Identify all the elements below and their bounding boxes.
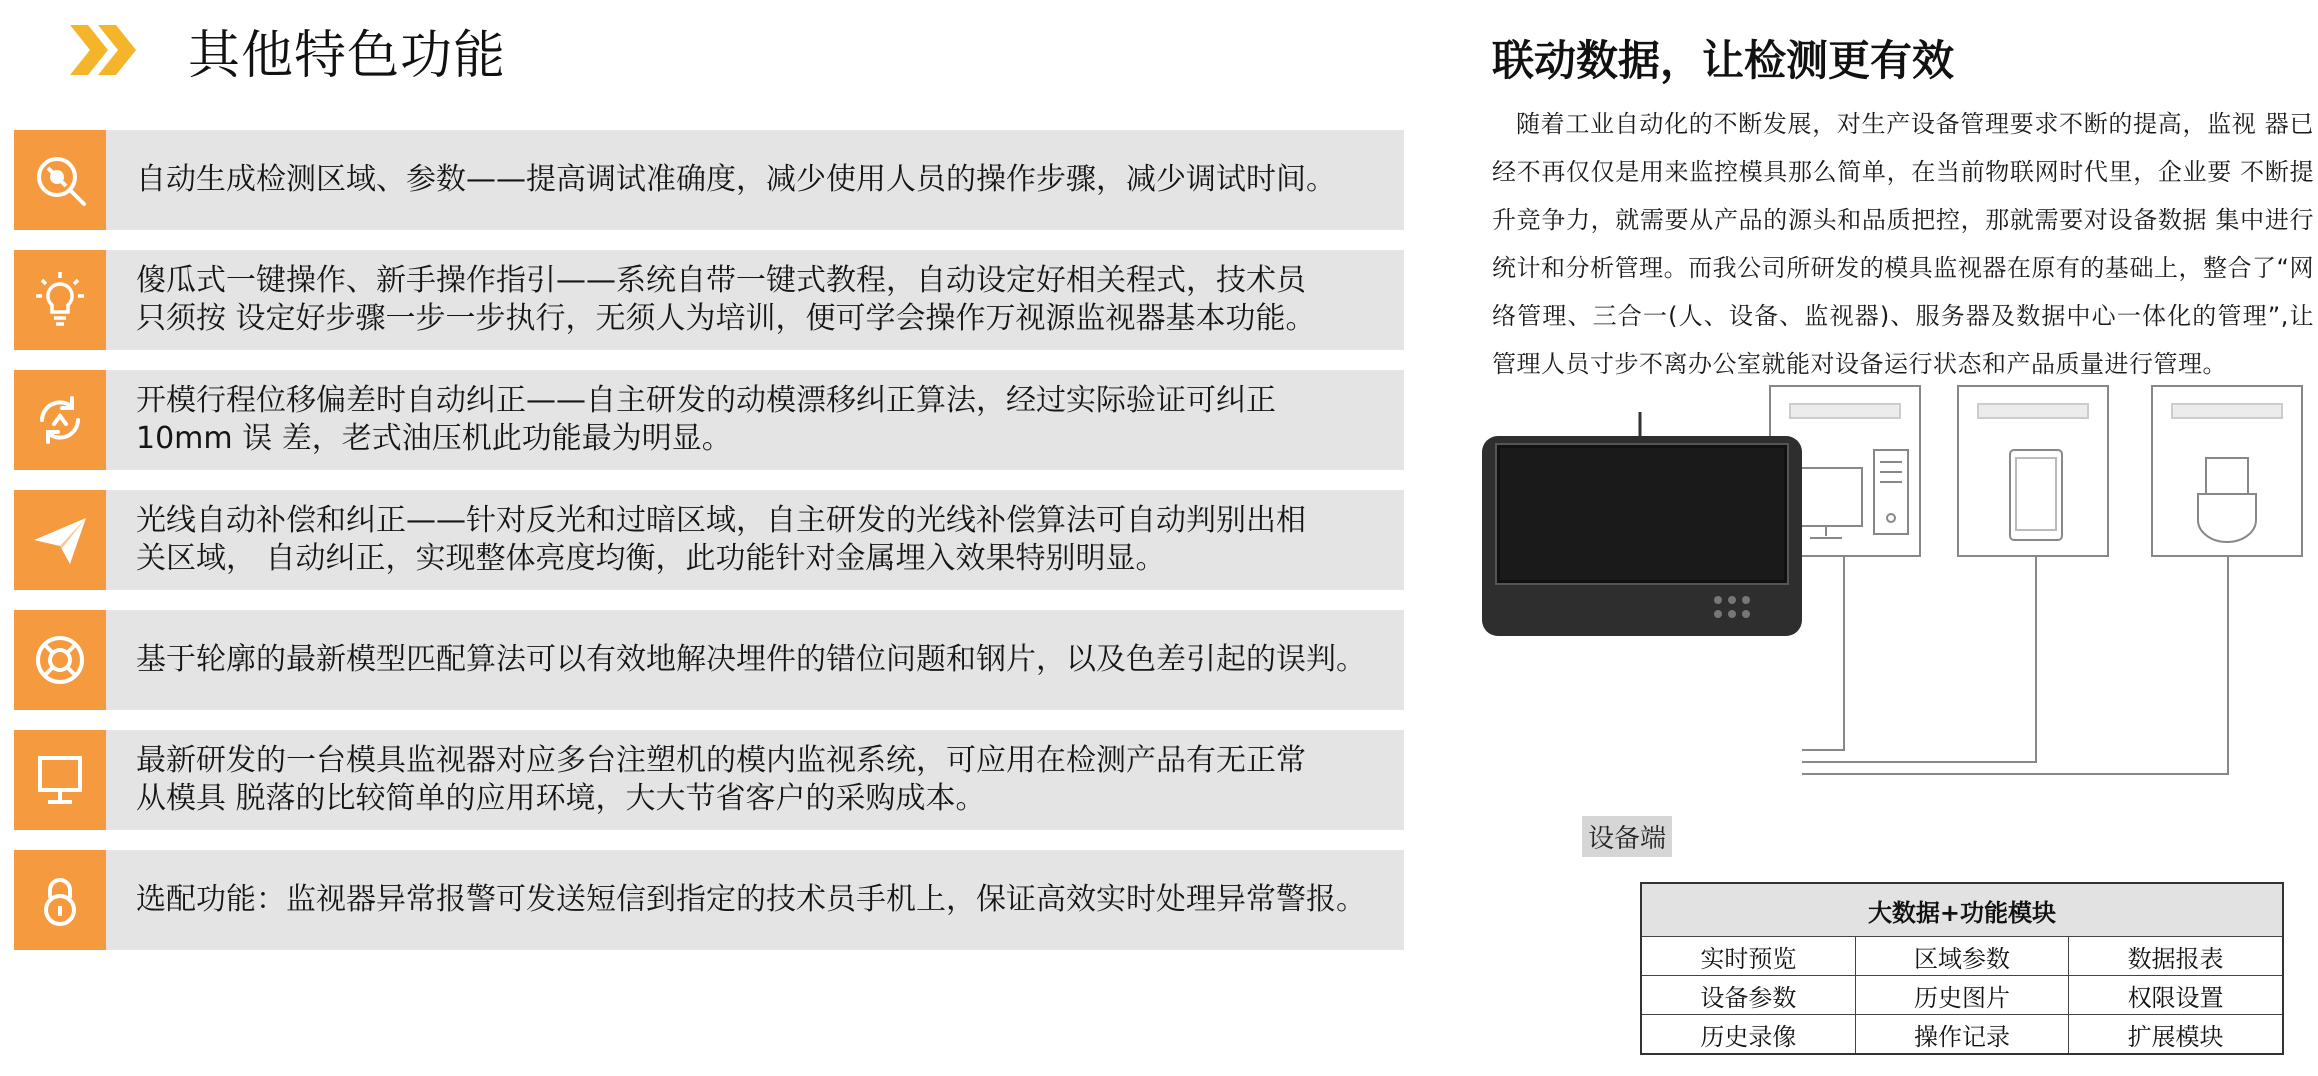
feature-row-contour-matching bbox=[14, 610, 1404, 710]
feature-row-one-click bbox=[14, 250, 1404, 350]
module-cell: 权限设置 bbox=[2069, 976, 2283, 1015]
network-diagram bbox=[1470, 380, 2310, 860]
feature-text: 自动生成检测区域、参数——提高调试准确度，减少使用人员的操作步骤，减少调试时间。 bbox=[136, 162, 1336, 197]
module-table bbox=[1640, 882, 2284, 1055]
page-title: 其他特色功能 bbox=[188, 25, 507, 86]
module-cell: 历史图片 bbox=[1855, 976, 2068, 1015]
feature-text: 基于轮廓的最新模型匹配算法可以有效地解决埋件的错位问题和钢片，以及色差引起的误判。 bbox=[136, 642, 1366, 677]
module-cell: 实时预览 bbox=[1641, 937, 1855, 976]
table-row bbox=[1641, 1015, 2283, 1055]
module-cell: 操作记录 bbox=[1855, 1015, 2068, 1055]
feature-text: 选配功能：监视器异常报警可发送短信到指定的技术员手机上，保证高效实时处理异常警报。 bbox=[136, 882, 1366, 917]
feature-text: 傻瓜式一键操作、新手操作指引——系统自带一键式教程，自动设定好相关程式，技术员 只须按 设定好步骤一步一步执行，无须人为培训，便可学会操作万视源监视器基本功能。 bbox=[136, 263, 1316, 336]
tablet-terminal-icon bbox=[1958, 386, 2108, 556]
module-cell: 扩展模块 bbox=[2069, 1015, 2283, 1055]
section-title: 联动数据，让检测更有效 bbox=[1492, 36, 1955, 85]
paper-plane-icon bbox=[30, 510, 90, 570]
feature-text: 最新研发的一台模具监视器对应多台注塑机的模内监视系统，可应用在检测产品有无正常 从模具 脱落的比较简单的应用环境，大大节省客户的采购成本。 bbox=[136, 743, 1306, 816]
page-header bbox=[70, 10, 506, 90]
section-paragraph: 随着工业自动化的不断发展，对生产设备管理要求不断的提高，监视 器已经不再仅仅是用来监控模具那么简单，在当前物联网时代里，企业要 不断提升竞争力，就需要从产品的源头和品质把控，那就需要对设备数据 集中进行统计和分析管理。而我公司所研发的模具监视器在原有的基础上，整合了“网络管理、三合一(人、设备、监视器)、服务器及数据中心一体化的管理”,让管理人员寸步不离办公室就能对设备运行状态和产品质量进行管理。 bbox=[1492, 110, 2314, 378]
double-chevron-icon bbox=[70, 25, 140, 75]
monitor-device-image bbox=[1482, 412, 1802, 636]
monitor-icon bbox=[30, 750, 90, 810]
module-cell: 设备参数 bbox=[1641, 976, 1855, 1015]
table-row bbox=[1641, 976, 2283, 1015]
feature-text: 开模行程位移偏差时自动纠正——自主研发的动模漂移纠正算法，经过实际验证可纠正 10mm 误 差，老式油压机此功能最为明显。 bbox=[136, 383, 1276, 456]
feature-row-multi-machine bbox=[14, 730, 1404, 830]
module-cell: 数据报表 bbox=[2069, 937, 2283, 976]
device-caption: 设备端 bbox=[1582, 816, 1672, 857]
feature-row-light-compensation bbox=[14, 490, 1404, 590]
lightbulb-icon bbox=[30, 270, 90, 330]
feature-row-auto-detect bbox=[14, 130, 1404, 230]
module-table-title: 大数据+功能模块 bbox=[1641, 883, 2283, 937]
feature-row-drift-correction bbox=[14, 370, 1404, 470]
module-cell: 区域参数 bbox=[1855, 937, 2068, 976]
module-cell: 历史录像 bbox=[1641, 1015, 1855, 1055]
feature-text: 光线自动补偿和纠正——针对反光和过暗区域，自主研发的光线补偿算法可自动判别出相 关区域， 自动纠正，实现整体亮度均衡，此功能针对金属埋入效果特别明显。 bbox=[136, 503, 1306, 576]
lifebuoy-icon bbox=[30, 630, 90, 690]
refresh-icon bbox=[30, 390, 90, 450]
usb-drive-icon bbox=[2152, 386, 2302, 556]
table-row bbox=[1641, 937, 2283, 976]
feature-row-sms-alarm bbox=[14, 850, 1404, 950]
search-settings-icon bbox=[30, 150, 90, 210]
lock-icon bbox=[30, 870, 90, 930]
